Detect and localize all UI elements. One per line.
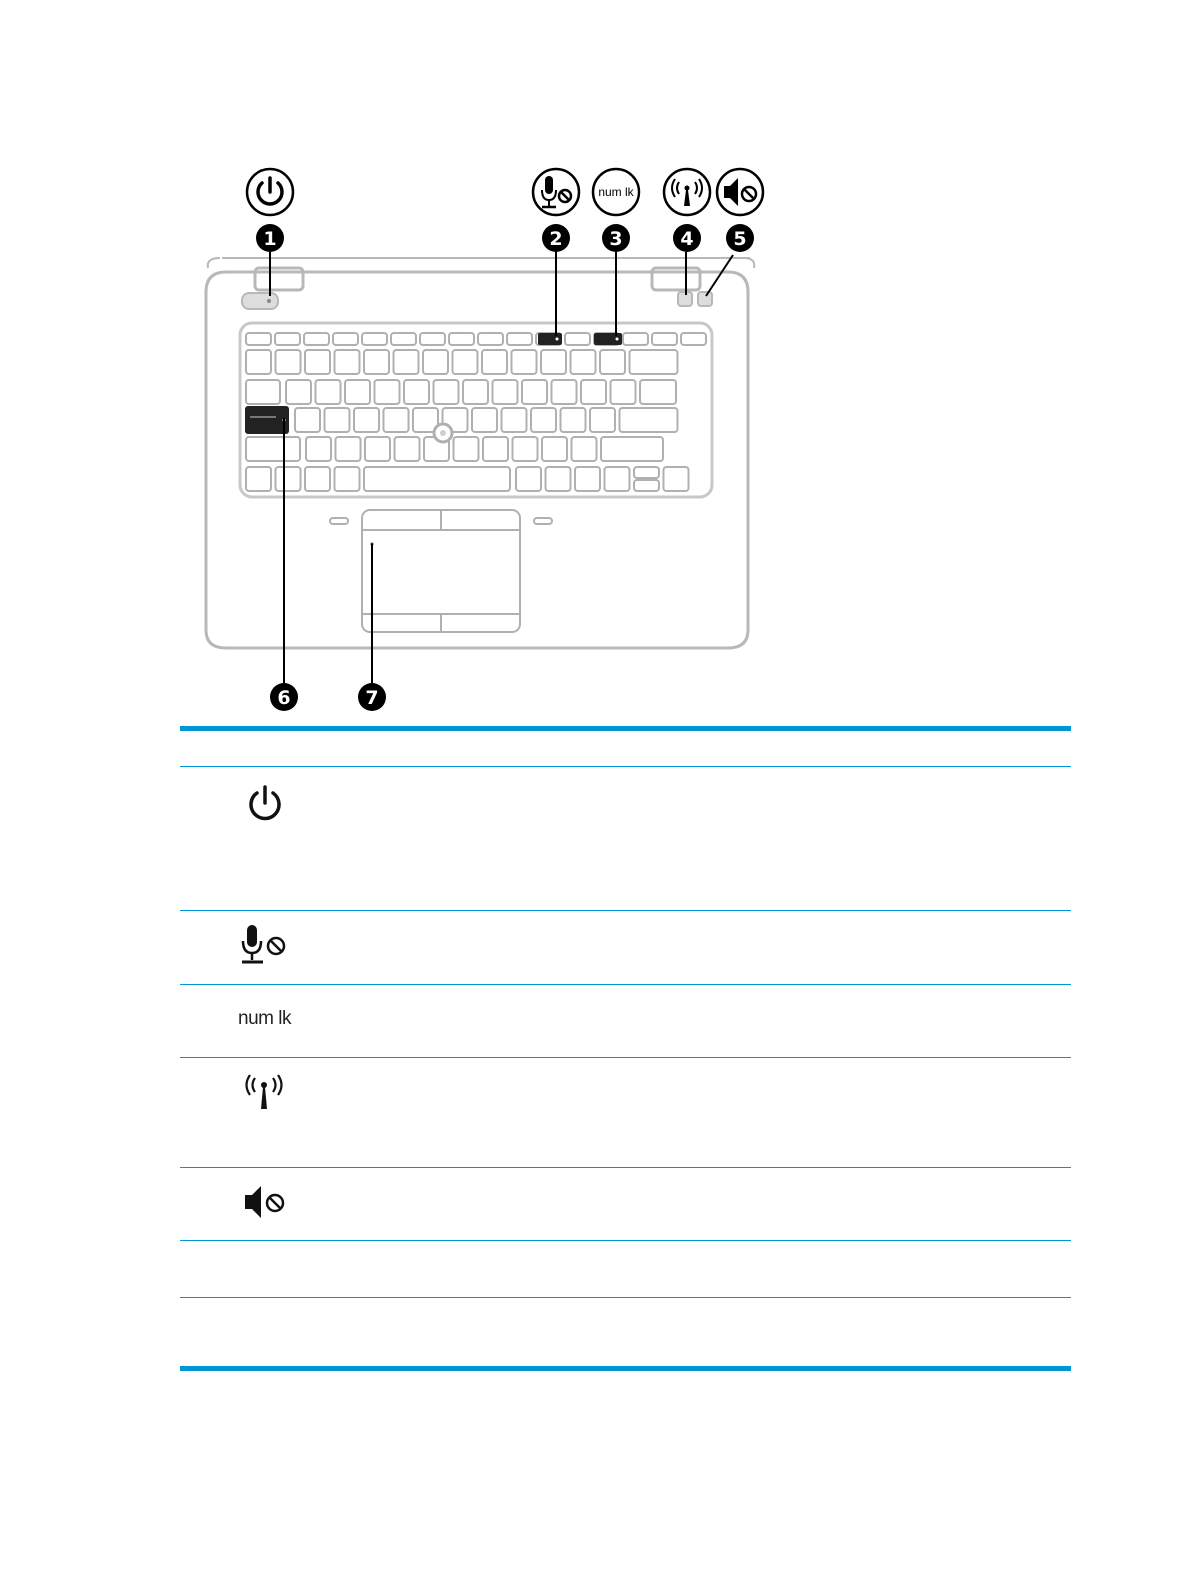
callout-4: [673, 224, 701, 252]
svg-text:4: 4: [680, 228, 694, 250]
keyboard-key: [362, 333, 387, 345]
row-divider: [180, 1297, 1071, 1298]
keyboard-key: [483, 437, 508, 461]
keyboard-key: [681, 333, 706, 345]
numlk-figure-label: num lk: [598, 185, 634, 199]
keyboard-key: [246, 350, 271, 374]
keyboard-key: [305, 350, 330, 374]
speaker-mute-symbol-icon: [717, 169, 763, 215]
row-divider: [180, 1240, 1071, 1241]
wireless-icon: [230, 1072, 300, 1118]
keyboard-key: [305, 467, 330, 491]
keyboard-figure: [240, 323, 712, 497]
keyboard-key: [581, 380, 606, 404]
keyboard-key: [565, 333, 590, 345]
power-symbol-icon: [247, 169, 293, 215]
keyboard-key: [507, 333, 532, 345]
keyboard-key: [620, 408, 678, 432]
keyboard-key: [552, 380, 577, 404]
keyboard-key: [522, 380, 547, 404]
keyboard-key: [531, 408, 556, 432]
table-top-rule: [180, 726, 1071, 731]
keyboard-key: [364, 350, 389, 374]
keyboard-key: [623, 333, 648, 345]
keyboard-key: [561, 408, 586, 432]
keyboard-key: [449, 333, 474, 345]
keyboard-key: [542, 437, 567, 461]
keyboard-key: [600, 350, 625, 374]
keyboard-key: [246, 437, 300, 461]
keyboard-key: [634, 480, 659, 491]
keyboard-key: [276, 350, 301, 374]
power-icon: [230, 784, 300, 830]
touchpad-figure: [330, 510, 552, 632]
keyboard-area-figure: [0, 0, 1189, 720]
svg-text:7: 7: [365, 687, 379, 709]
svg-text:6: 6: [277, 687, 291, 709]
keyboard-key: [394, 350, 419, 374]
keyboard-key: [664, 467, 689, 491]
keyboard-key: [478, 333, 503, 345]
keyboard-key: [395, 437, 420, 461]
keyboard-key: [286, 380, 311, 404]
keyboard-key: [391, 333, 416, 345]
keyboard-key: [590, 408, 615, 432]
table-bottom-rule: [180, 1366, 1071, 1371]
row-divider: [180, 910, 1071, 911]
keyboard-key: [423, 350, 448, 374]
callout-3: [602, 224, 630, 252]
num-lock-icon: num lk: [238, 1008, 291, 1029]
keyboard-key: [336, 437, 361, 461]
keyboard-key: [630, 350, 678, 374]
row-divider: [180, 1167, 1071, 1168]
speaker-mute-icon: [230, 1180, 300, 1226]
svg-text:2: 2: [549, 228, 563, 250]
keyboard-key: [316, 380, 341, 404]
keyboard-key: [275, 333, 300, 345]
callout-2: [542, 224, 570, 252]
keyboard-key: [546, 467, 571, 491]
keyboard-key: [364, 467, 510, 491]
keyboard-key: [513, 437, 538, 461]
table-row: [230, 784, 300, 830]
keyboard-key: [304, 333, 329, 345]
keyboard-key: [453, 350, 478, 374]
row-divider: [180, 1057, 1071, 1058]
keyboard-key: [634, 467, 659, 478]
keyboard-key: [246, 380, 280, 404]
num-lock-symbol-icon: [593, 169, 639, 215]
keyboard-key: [434, 380, 459, 404]
keyboard-key: [325, 408, 350, 432]
keyboard-key: [611, 380, 636, 404]
wireless-symbol-icon: [664, 169, 710, 215]
keyboard-key: [404, 380, 429, 404]
row-divider: [180, 984, 1071, 985]
callout-1: [256, 224, 284, 252]
keyboard-key: [575, 467, 600, 491]
keyboard-key: [335, 350, 360, 374]
keyboard-key: [463, 380, 488, 404]
microphone-mute-symbol-icon: [533, 169, 579, 215]
callout-6: [270, 683, 298, 711]
table-row: [230, 1072, 300, 1118]
callout-5: [726, 224, 754, 252]
keyboard-key: [295, 408, 320, 432]
keyboard-key: [512, 350, 537, 374]
keyboard-key: [482, 350, 507, 374]
keyboard-key: [493, 380, 518, 404]
power-button-figure: [242, 293, 278, 309]
table-header-rule: [180, 766, 1071, 767]
keyboard-key: [605, 467, 630, 491]
keyboard-key: [652, 333, 677, 345]
keyboard-key: [365, 437, 390, 461]
keyboard-key: [472, 408, 497, 432]
keyboard-key: [601, 437, 663, 461]
keyboard-key: [572, 437, 597, 461]
keyboard-key: [541, 350, 566, 374]
microphone-mute-icon: [230, 923, 300, 969]
keyboard-key: [502, 408, 527, 432]
keyboard-key: [246, 333, 271, 345]
svg-text:3: 3: [609, 228, 623, 250]
keyboard-key: [335, 467, 360, 491]
keyboard-key: [516, 467, 541, 491]
keyboard-key: [246, 467, 271, 491]
svg-text:5: 5: [733, 228, 747, 250]
table-row: [230, 923, 300, 969]
table-row: [230, 1180, 300, 1226]
keyboard-key: [375, 380, 400, 404]
svg-text:1: 1: [263, 228, 277, 250]
keyboard-key: [454, 437, 479, 461]
keyboard-key: [345, 380, 370, 404]
keyboard-key: [420, 333, 445, 345]
keyboard-key: [571, 350, 596, 374]
keyboard-key: [306, 437, 331, 461]
keyboard-key: [640, 380, 676, 404]
keyboard-key: [276, 467, 301, 491]
keyboard-key: [333, 333, 358, 345]
callout-7: [358, 683, 386, 711]
keyboard-key: [384, 408, 409, 432]
mute-button-figure: [698, 292, 712, 306]
keyboard-key: [354, 408, 379, 432]
